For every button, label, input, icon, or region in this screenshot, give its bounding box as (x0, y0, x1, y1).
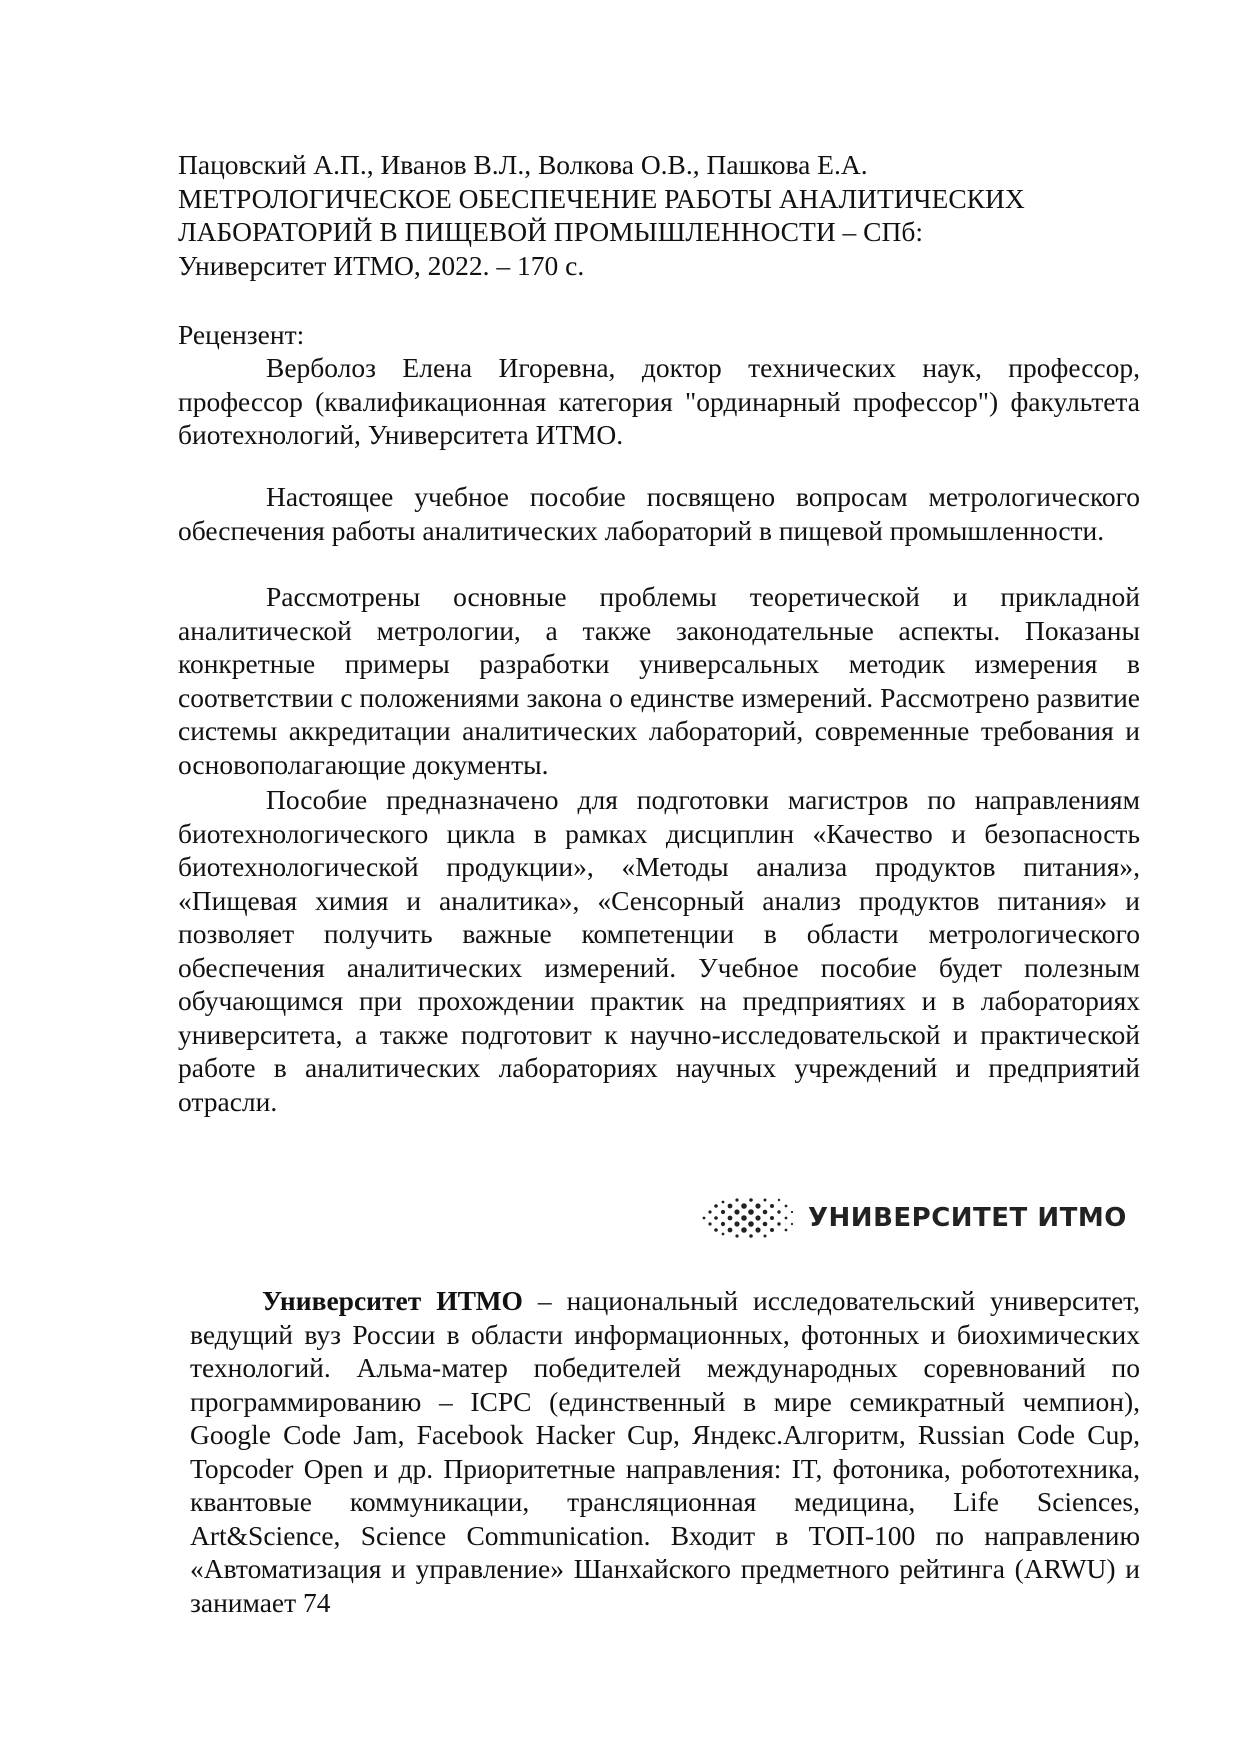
abstract-paragraph-2: Рассмотрены основные проблемы теоретической и прикладной аналитической метрологии, а также законодательные аспекты. Показаны конкретные примеры разработки универсальных методик измерения в соответствии с положениями закона о единстве измерений. Рассмотрено развитие системы аккредитации аналитических лабораторий, современные требования и основополагающие документы. (178, 581, 1140, 780)
about-text: – национальный исследовательский университет, ведущий вуз России в области информационных, фотонных и биохимических технологий. Альма-матер победителей международных соревнований по программированию – ICPC (единственный в мире семикратный чемпион), Google Code Jam, Facebook Hacker Cup, Яндекс.Алгоритм, Russian Code Cup, Topcoder Open и др. Приоритетные направления: IT, фотоника, робототехника, квантовые коммуникации, трансляционная медицина, Life Sciences, Art&Science, Science Communication. Входит в ТОП-100 по направлению «Автоматизация и управление» Шанхайского предметного рейтинга (ARWU) и занимает 74 (190, 1285, 1140, 1618)
publisher-info: Университет ИТМО, 2022. – 170 с. (178, 249, 585, 281)
authors: Пацовский А.П., Иванов В.Л., Волкова О.В., Пашкова Е.А. (178, 149, 868, 180)
abstract-paragraph-1: Настоящее учебное пособие посвящено вопросам метрологического обеспечения работы аналитических лабораторий в пищевой промышленности. (178, 481, 1140, 546)
itmo-logo (700, 1196, 1127, 1240)
about-lead: Университет ИТМО (262, 1285, 523, 1316)
book-title-line-1: МЕТРОЛОГИЧЕСКОЕ ОБЕСПЕЧЕНИЕ РАБОТЫ АНАЛИТИЧЕСКИХ (178, 182, 1025, 214)
book-title-line-2: ЛАБОРАТОРИЙ В ПИЩЕВОЙ ПРОМЫШЛЕННОСТИ – СПб: (178, 216, 924, 247)
bibliographic-record (178, 148, 1138, 282)
reviewer-text: Верболоз Елена Игоревна, доктор технических наук, профессор, профессор (квалификационная категория "ординарный профессор") факультета биотехнологий, Университета ИТМО. (178, 352, 1140, 450)
abstract-paragraph-3: Пособие предназначено для подготовки магистров по направлениям биотехнологического цикла в рамках дисциплин «Качество и безопасность биотехнологической продукции», «Методы анализа продуктов питания», «Пищевая химия и аналитика», «Сенсорный анализ продуктов питания» и позволяет получить важные компетенции в области метрологического обеспечения аналитических измерений. Учебное пособие будет полезным обучающимся при прохождении практик на предприятиях и в лабораториях университета, а также подготовит к научно-исследовательской и практической работе в аналитических лабораториях научных учреждений и предприятий отрасли. (178, 784, 1140, 1117)
itmo-dots-icon (700, 1196, 796, 1240)
reviewer-label: Рецензент: (178, 319, 305, 350)
logo-text: УНИВЕРСИТЕТ ИТМО (808, 1203, 1127, 1233)
university-about (190, 1284, 1140, 1619)
